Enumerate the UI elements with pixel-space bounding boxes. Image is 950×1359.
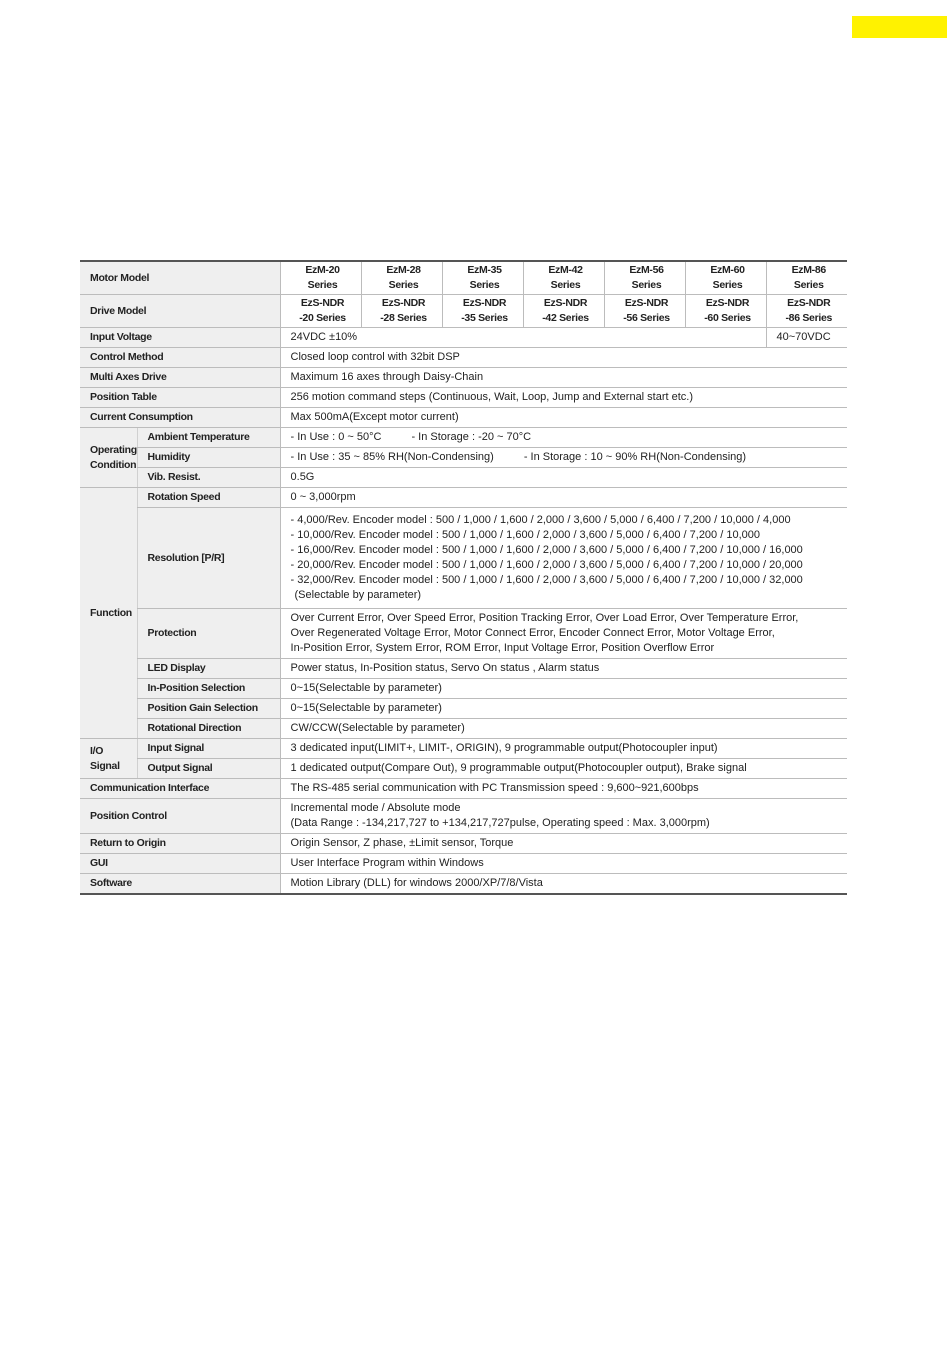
multi-axes-row xyxy=(80,368,847,388)
current-consumption-row xyxy=(80,408,847,428)
return-origin-label: Return to Origin xyxy=(80,834,280,854)
protection-value: Over Current Error, Over Speed Error, Position Tracking Error, Over Load Error, Over Temperature Error, Over Regenerated Voltage Error, Motor Connect Error, Encoder Connect Error, Motor Voltage Error, In-Position Error, System Error, ROM Error, Input Voltage Error, Position Overflow Error xyxy=(280,609,847,659)
return-origin-value: Origin Sensor, Z phase, ±Limit sensor, Torque xyxy=(280,834,847,854)
protection-label: Protection xyxy=(137,609,280,659)
multi-axes-value: Maximum 16 axes through Daisy-Chain xyxy=(280,368,847,388)
communication-row xyxy=(80,779,847,799)
output-signal-value: 1 dedicated output(Compare Out), 9 programmable output(Photocoupler output), Brake signal xyxy=(280,759,847,779)
humidity-label: Humidity xyxy=(137,448,280,468)
input-voltage-86-value: 40~70VDC xyxy=(766,328,847,348)
rotational-direction-row xyxy=(80,719,847,739)
position-gain-value: 0~15(Selectable by parameter) xyxy=(280,699,847,719)
control-method-value: Closed loop control with 32bit DSP xyxy=(280,348,847,368)
drive-model-cell: EzS-NDR -28 Series xyxy=(361,295,442,328)
led-display-value: Power status, In-Position status, Servo On status , Alarm status xyxy=(280,659,847,679)
in-position-row xyxy=(80,679,847,699)
multi-axes-label: Multi Axes Drive xyxy=(80,368,280,388)
humidity-value: - In Use : 35 ~ 85% RH(Non-Condensing) - In Storage : 10 ~ 90% RH(Non-Condensing) xyxy=(280,448,847,468)
position-control-value: Incremental mode / Absolute mode (Data Range : -134,217,727 to +134,217,727pulse, Operating speed : Max. 3,000rpm) xyxy=(280,799,847,834)
drive-model-cell: EzS-NDR -35 Series xyxy=(442,295,523,328)
input-signal-label: Input Signal xyxy=(137,739,280,759)
rotational-direction-label: Rotational Direction xyxy=(137,719,280,739)
vib-resist-label: Vib. Resist. xyxy=(137,468,280,488)
input-voltage-value: 24VDC ±10% xyxy=(280,328,766,348)
motor-model-row xyxy=(80,261,847,295)
control-method-label: Control Method xyxy=(80,348,280,368)
vib-resist-row xyxy=(80,468,847,488)
rotational-direction-value: CW/CCW(Selectable by parameter) xyxy=(280,719,847,739)
gui-row xyxy=(80,854,847,874)
drive-model-row xyxy=(80,295,847,328)
software-label: Software xyxy=(80,874,280,895)
protection-row xyxy=(80,609,847,659)
motor-model-cell: EzM-42 Series xyxy=(523,261,604,295)
motor-model-label: Motor Model xyxy=(80,261,280,295)
resolution-row xyxy=(80,508,847,609)
motor-model-cell: EzM-86 Series xyxy=(766,261,847,295)
in-position-label: In-Position Selection xyxy=(137,679,280,699)
resolution-label: Resolution [P/R] xyxy=(137,508,280,609)
io-signal-label: I/O Signal xyxy=(80,739,137,779)
input-signal-row xyxy=(80,739,847,759)
output-signal-label: Output Signal xyxy=(137,759,280,779)
return-origin-row xyxy=(80,834,847,854)
resolution-value: - 4,000/Rev. Encoder model : 500 / 1,000 / 1,600 / 2,000 / 3,600 / 5,000 / 6,400 / 7,200 / 10,000 / 4,000 - 10,000/Rev. Encoder model : 500 / 1,000 / 1,600 / 2,000 / 3,600 / 5,000 / 6,400 / 7,200 / 10,000 - 16,000/Rev. Encoder model : 500 / 1,000 / 1,600 / 2,000 / 3,600 / 5,000 / 6,400 / 7,200 / 10,000 / 16,000 - 20,000/Rev. Encoder model : 500 / 1,000 / 1,600 / 2,000 / 3,600 / 5,000 / 6,400 / 7,200 / 10,000 / 20,000 - 32,000/Rev. Encoder model : 500 / 1,000 / 1,600 / 2,000 / 3,600 / 5,000 / 6,400 / 7,200 / 10,000 / 32,000 (Selectable by parameter) xyxy=(280,508,847,609)
ambient-temperature-label: Ambient Temperature xyxy=(137,428,280,448)
position-table-label: Position Table xyxy=(80,388,280,408)
drive-model-cell: EzS-NDR -86 Series xyxy=(766,295,847,328)
communication-value: The RS-485 serial communication with PC Transmission speed : 9,600~921,600bps xyxy=(280,779,847,799)
position-gain-label: Position Gain Selection xyxy=(137,699,280,719)
operating-condition-label: Operating Condition xyxy=(80,428,137,488)
software-value: Motion Library (DLL) for windows 2000/XP/7/8/Vista xyxy=(280,874,847,895)
current-consumption-label: Current Consumption xyxy=(80,408,280,428)
drive-model-cell: EzS-NDR -42 Series xyxy=(523,295,604,328)
drive-model-cell: EzS-NDR -20 Series xyxy=(280,295,361,328)
position-table-value: 256 motion command steps (Continuous, Wait, Loop, Jump and External start etc.) xyxy=(280,388,847,408)
gui-value: User Interface Program within Windows xyxy=(280,854,847,874)
position-control-label: Position Control xyxy=(80,799,280,834)
input-signal-value: 3 dedicated input(LIMIT+, LIMIT-, ORIGIN), 9 programmable output(Photocoupler input) xyxy=(280,739,847,759)
gui-label: GUI xyxy=(80,854,280,874)
motor-model-cell: EzM-20 Series xyxy=(280,261,361,295)
input-voltage-label: Input Voltage xyxy=(80,328,280,348)
drive-model-label: Drive Model xyxy=(80,295,280,328)
motor-model-cell: EzM-28 Series xyxy=(361,261,442,295)
specification-table xyxy=(80,260,847,895)
communication-label: Communication Interface xyxy=(80,779,280,799)
rotation-speed-label: Rotation Speed xyxy=(137,488,280,508)
control-method-row xyxy=(80,348,847,368)
ambient-temperature-row xyxy=(80,428,847,448)
motor-model-cell: EzM-60 Series xyxy=(685,261,766,295)
rotation-speed-value: 0 ~ 3,000rpm xyxy=(280,488,847,508)
drive-model-cell: EzS-NDR -56 Series xyxy=(604,295,685,328)
in-position-value: 0~15(Selectable by parameter) xyxy=(280,679,847,699)
position-control-row xyxy=(80,799,847,834)
humidity-row xyxy=(80,448,847,468)
current-consumption-value: Max 500mA(Except motor current) xyxy=(280,408,847,428)
position-gain-row xyxy=(80,699,847,719)
motor-model-cell: EzM-56 Series xyxy=(604,261,685,295)
rotation-speed-row xyxy=(80,488,847,508)
output-signal-row xyxy=(80,759,847,779)
software-row xyxy=(80,874,847,895)
position-table-row xyxy=(80,388,847,408)
function-label: Function xyxy=(80,488,137,739)
drive-model-cell: EzS-NDR -60 Series xyxy=(685,295,766,328)
motor-model-cell: EzM-35 Series xyxy=(442,261,523,295)
input-voltage-row xyxy=(80,328,847,348)
vib-resist-value: 0.5G xyxy=(280,468,847,488)
ambient-temperature-value: - In Use : 0 ~ 50°C - In Storage : -20 ~ 70°C xyxy=(280,428,847,448)
highlight-marker xyxy=(852,16,947,38)
led-display-label: LED Display xyxy=(137,659,280,679)
led-display-row xyxy=(80,659,847,679)
